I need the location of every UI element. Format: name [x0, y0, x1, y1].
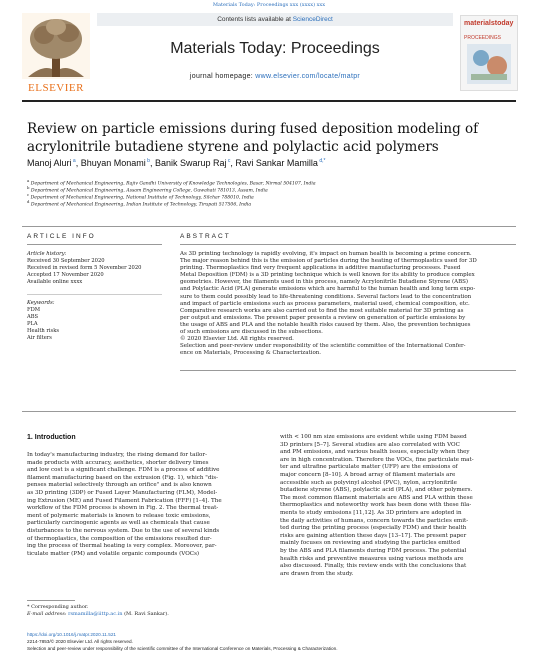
journal-homepage: [97, 73, 453, 80]
selection-line: Selection and peer-review under responsibility of the scientific committee of the International Conference on Materials, Processing & Characterization.: [27, 646, 338, 651]
journal-center: [97, 13, 453, 93]
homepage-prefix: journal homepage:: [189, 73, 256, 80]
section-rule: [22, 226, 516, 227]
cover-subtitle: PROCEEDINGS: [464, 35, 501, 41]
section-heading: 1. Introduction: [27, 434, 76, 441]
affiliation: $^d$ Department of Mechanical Engineering, Indian Institute of Technology, Tirupati 517506, India: [27, 199, 252, 208]
journal-banner: [22, 13, 516, 95]
keyword: Health risks: [27, 328, 60, 334]
info-rule: [27, 244, 162, 245]
contents-bar: [97, 13, 453, 26]
history-entry: Available online xxxx: [27, 279, 83, 285]
author[interactable]: Bhuyan Monami: [80, 158, 146, 168]
homepage-link[interactable]: www.elsevier.com/locate/matpr: [255, 73, 361, 80]
author-affil-mark[interactable]: b: [145, 158, 150, 164]
keyword: FDM: [27, 307, 41, 313]
footnote: [27, 604, 267, 618]
issn-line: 2214-7853/© 2020 Elsevier Ltd. All rights reserved.: [27, 639, 133, 644]
affiliation: $^a$ Department of Mechanical Engineering, Rajiv Gandhi University of Knowledge Technologies, Basar, Nirmal 504107, India: [27, 178, 316, 187]
article-history: [27, 251, 157, 286]
title-line-1: Review on particle emissions during fused deposition modeling of: [27, 121, 479, 137]
keyword: Air filters: [27, 335, 52, 341]
author[interactable]: Ravi Sankar Mamilla: [235, 158, 318, 168]
journal-title: Materials Today: Proceedings: [170, 40, 380, 57]
author[interactable]: Banik Swarup Raj: [154, 158, 227, 168]
publisher-name: ELSEVIER: [28, 82, 84, 94]
history-entry: Received in revised form 5 November 2020: [27, 265, 142, 271]
body-column-right: with < 100 nm size emissions are evident while using FDM based 3D printers [5–7]. Several studies are also correlated with VOC and PM emissions, and various health issues, especially when they are in high concentration. Therefore the VOCs, fine particulate mat- ter and ultrafine particulate matter (UFP) are the emissions of major concern [8–10]. A broad array of filament materials are accessible such as polyvinyl alcohol (PVC), nylon, acrylonitrile butadiene styrene (ABS), polylactic acid (PLA), and other polymers. The most common filament materials are ABS and PLA within these thermoplastics and noteworthy work has been done with these fila- ments to study emissions [11,12]. As 3D printers are adopted in the daily activities of humans, concern towards the particles emit- ted during the printing process (especially FDM) and their health risks are gaining attention these days [13–17]. The present paper mainly focuses on reviewing and studying the particles emitted by the ABS and PLA filaments during FDM process. The potential health risks and preventive measures using various methods are also discussed. Finally, this review ends with the conclusions that are drawn from the study.: [280, 434, 474, 577]
keywords-label: Keywords:: [27, 300, 55, 306]
cover-image-icon: [467, 44, 511, 84]
elsevier-tree-logo-icon: [22, 13, 90, 93]
sciencedirect-link[interactable]: ScienceDirect: [292, 16, 333, 23]
footnote-rule: [27, 600, 75, 601]
abstract-end-rule: [180, 370, 516, 371]
journal-cover[interactable]: [460, 15, 518, 91]
author[interactable]: Manoj Aluri: [27, 158, 72, 168]
info-divider: [27, 294, 162, 295]
running-head[interactable]: Materials Today: Proceedings xxx (xxxx) xxx: [212, 2, 326, 8]
keyword: ABS: [27, 314, 39, 320]
affiliation: $^c$ Department of Mechanical Engineering, National Institute of Technology, Silchar 788010, India: [27, 192, 254, 201]
article-info-heading: ARTICLE INFO: [27, 233, 96, 240]
history-label: Article history:: [27, 251, 67, 257]
abstract-rule: [180, 244, 516, 245]
corresponding-author: * Corresponding author.: [27, 604, 89, 610]
abstract-text: As 3D printing technology is rapidly evolving, it's impact on human health is becoming a prime concern. The major reason behind this is the emission of particles during the heating of thermoplastics used for 3D printing. Thermoplastics find very frequent applications in additive manufacturing processes. Fused Metal Deposition (FDM) is a 3D printing technique which is well known for its ability to produce complex geometries. However, the filaments used in this process, namely Acrylonitrile Butadiene Styrene (ABS) and Polylactic Acid (PLA) generate emissions which are harmful to the human health and long term expo- sure to them could possibly lead to life-threatening conditions. Several factors lead to the concentration and impact of particle emissions such as process parameters, material used, chemical composition, etc. Comparative research works are also carried out to find the most suitable material for 3D printing as per output and emissions. The present paper presents a review on generation of particle emissions by the usage of ABS and PLA and the notable health risks caused by them. Also, the prevention techniques of such emissions are discussed in the subsections. © 2020 Elsevier Ltd. All rights reserved. Selection and peer-review under responsibility of the scientific committee of the International Confer- ence on Materials, Processing & Characterization.: [180, 251, 477, 357]
keyword: PLA: [27, 321, 38, 327]
history-entry: Received 30 September 2020: [27, 258, 105, 264]
body-column-left: In today's manufacturing industry, the rising demand for tailor- made products with accuracy, aesthetics, shorter delivery times and low cost is a significant challenge. FDM is a process of additive filament manufacturing based on the extrusion (Fig. 1), which "dis- penses material selectively through an orifice" and is also known as 3D printing (3DP) or Fused Layer Manufacturing (FLM), Model- ing Extrusion (ME) and Fused Filament Fabrication (FFF) [1–4]. The workflow of the FDM process is shown in Fig. 2. The thermal treat- ment of polymeric materials is known to release toxic emissions, particularly carcinogenic agents as well as chemicals that cause disturbances to the nervous system. Due to the use of several kinds of thermoplastics, the composition of the emissions resulted dur- ing the process of thermal heating is very complex. Moreover, par- ticulate matter (PM) and volatile organic compounds (VOCs): [27, 452, 222, 557]
history-entry: Accepted 17 November 2020: [27, 272, 104, 278]
keywords: [27, 300, 157, 342]
email-line: E-mail address: rsmamilla@iittp.ac.in (M. Ravi Sankar).: [27, 611, 169, 617]
abstract-heading: ABSTRACT: [180, 233, 231, 240]
author-affil-mark[interactable]: a: [71, 158, 76, 164]
title-line-2: acrylonitrile butadiene styrene and polylactic acid polymers: [27, 139, 439, 155]
body-rule: [22, 411, 516, 412]
author-affil-mark[interactable]: d,*: [317, 158, 326, 164]
contents-prefix: Contents lists available at: [217, 16, 293, 23]
header-rule: [22, 100, 516, 102]
author-affil-mark[interactable]: c: [226, 158, 231, 164]
page-footer: [27, 631, 517, 652]
doi-link[interactable]: https://doi.org/10.1016/j.matpr.2020.11.521: [27, 632, 117, 637]
email-link[interactable]: rsmamilla@iittp.ac.in: [68, 611, 123, 617]
article-title: [27, 120, 487, 156]
author-list: Manoj Aluri $^a$, Bhuyan Monami $^b$, Banik Swarup Raj $^c$, Ravi Sankar Mamilla $^{d,*}$: [27, 158, 326, 168]
cover-title: materialstoday: [464, 20, 514, 27]
affiliation: $^b$ Department of Mechanical Engineering, Assam Engineering College, Guwahati 781013, Assam, India: [27, 185, 268, 194]
